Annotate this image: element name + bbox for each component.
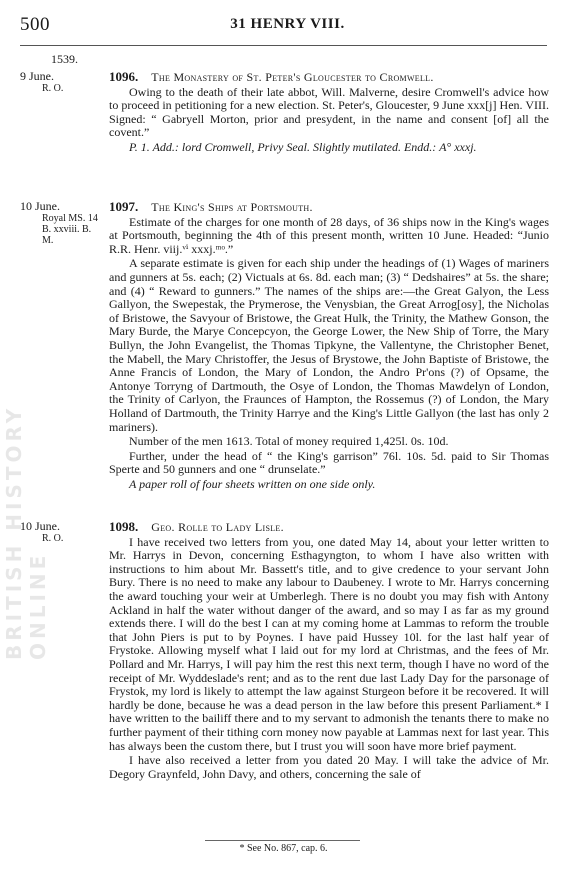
entry-paragraph: Further, under the head of “ the King's garrison” 76l. 10s. 5d. paid to Sir Thomas Sperte and 50 gunners and one “ drunselate.” [109,448,549,477]
entry-paragraph: Owing to the death of their late abbot, Will. Malverne, desire Cromwell's advice how to proceed in petitioning for a new election. St. Peter's, Gloucester, 9 June xxx[j] Hen. VIII. Signed: “ Gabryell Morton, prior and presydent, in the name and consent [of] all the covent.” [109,84,549,140]
entry-heading [109,200,549,215]
entry-paragraph: A separate estimate is given for each ship under the headings of (1) Wages of mariners and gunners at 5s. each; (2) Victuals at 6s. 8d. each man; (3) “ Dedshaires” at 5s. the share; and (4) “ Reward to gunners.” The names of the ships are:—the Great Galyon, the Less Gallyon, the Swepestak, the Prymerose, the Venysbian, the Great Arrog[osy], the Nicholas of Bristowe, the Savyour of Bristowe, the Great Hulk, the Trinity, the Mathew Gonson, the Mary Burde, the Marye Concepcyon, the George Lower, the New Ship of Torre, the Mary Bullyn, the John Evangelist, the Thomas Tipkyne, the Vallentyne, the Christopher Benet, the Mabell, the Mary Christoffer, the Jesus of Brystowe, the John Baptiste of Bristowe, the Anne Francis of London, the Mary of London, the Andro Pr'ons (?) of Opsame, the Antonye Torryng of Dartmouth, the Osye of London, the Thomas Mawdelyn of London, the Trinity of Carlyon, the Fraunces of Hampton, the Rossemus (?) of London, the Mary Holland of Dartmouth, the Trinity Harrye and the King's Little Gallyon (the last has only 2 mariners). [109,256,549,434]
page-number: 500 [20,14,50,35]
entry-date: 10 June. [20,199,60,213]
entry-heading [109,520,549,535]
entry-title: The King's Ships at Portsmouth. [151,200,313,214]
entry-margin [20,70,104,94]
page-header [20,14,555,38]
entry-paragraph: Estimate of the charges for one month of 28 days, of 36 ships now in the King's wages at Portsmouth, beginning the 4th of this present month, written 10 June. Headed: “Junio R.R. Henr. viij.ᵛⁱ xxxj.ᵐᵒ.” [109,214,549,256]
entry-paragraph: I have also received a letter from you dated 20 May. I will take the advice of Mr. Degory Graynfeld, John Davy, and others, concerning the sale of [109,753,549,781]
entry-note: P. 1. Add.: lord Cromwell, Privy Seal. Slightly mutilated. Endd.: A° xxxj. [129,139,477,154]
entry-body [109,70,549,155]
entry-number: 1096. [109,69,139,84]
entry-paragraph: I have received two letters from you, one dated May 14, about your letter written to Mr. Harrys in Devon, concerning Esthagyngton, to whom I have also written with instructions to him about Mr. Bassett's title, and to give credence to your servant John Bury. There is no need to make any labour to Daubeney. I wrote to Mr. Harrys concerning the award touching your weir at Umberlegh. There is no doubt you may fish with Antony Ackland in half the water without danger of the award, and so may I as far as my ground extends there. I will do the best I can at my coming home at Lammas to reform the trouble that John Piers is put to by Poynes. I have paid Hussey 10l. for the last half year of Frystoke. Allowing myself what I laid out for my lord at Christmas, and the fees of Mr. Pollard and Mr. Harrys, I will pay him the rest this next term, though I have no word of the receipt of Mr. Wyddeslade's rent; and as to the rent due last Lady Day for the parsonage of Frystok, my lord is likely to attempt the law against Sturgeon before it be recovered. It will hardly be done, because he was a dead person in the law before this present Parliament.* I have written to the bailiff there and to my servant to admonish the tenants there to make no further payment of their tithing corn money now payable at Lammas next for last year. This has always been the custom there, but I trust you will soon have more brief payment. [109,534,549,753]
entry-number: 1097. [109,199,139,214]
entry-number: 1098. [109,519,139,534]
entry-body [109,200,549,491]
entry-date: 9 June. [20,69,54,83]
year-marker: 1539. [51,52,78,66]
entry-date: 10 June. [20,519,60,533]
watermark: BRITISH HISTORY ONLINE [2,404,50,660]
entry-note: A paper roll of four sheets written on one side only. [129,476,376,491]
footnote-rule [205,840,360,841]
entry-title: Geo. Rolle to Lady Lisle. [151,520,284,534]
entry-heading [109,70,549,85]
entry-body [109,520,549,782]
entry-source: R. O. [42,83,64,94]
entry-margin [20,200,104,246]
entry-title: The Monastery of St. Peter's Gloucester to Cromwell. [151,70,434,84]
header-rule [20,45,547,46]
entry-paragraph: Number of the men 1613. Total of money required 1,425l. 0s. 10d. [129,434,449,449]
entry-source: Royal MS. 14 B. xxviii. B. M. [42,213,98,246]
entry-source: R. O. [42,533,64,544]
entry-margin [20,520,104,544]
running-head: 31 HENRY VIII. [230,16,345,32]
footnote: * See No. 867, cap. 6. [239,843,328,854]
